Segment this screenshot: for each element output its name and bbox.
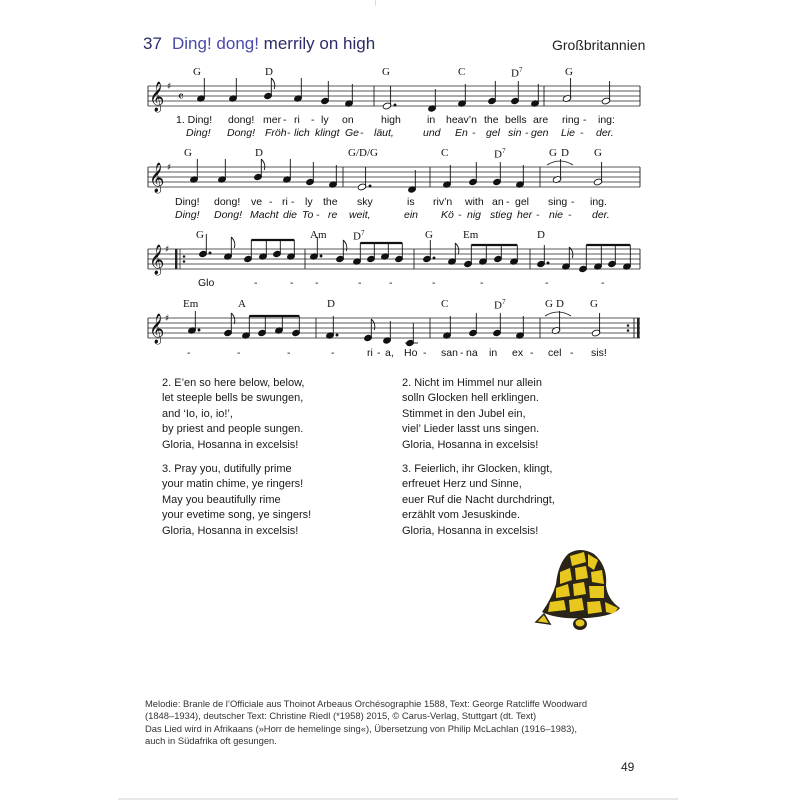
footnote-line: Melodie: Branle de l’Officiale aus Thoinot Arbeaus Orchésographie 1588, Text: George Ratcliffe Woodward [145,698,588,709]
lyric: with [465,196,484,208]
lyric: is [407,196,415,208]
svg-text:♯: ♯ [165,245,170,255]
chord: G [193,66,201,78]
lyric: - [601,277,605,289]
lyric: - [545,277,549,289]
lyric: ing: [598,114,615,126]
lyric: - [237,347,241,359]
lyric: - [506,196,510,208]
lyric: ing. [590,196,607,208]
lyric: bells [505,114,527,126]
lyric-de: Lie [561,127,576,139]
lyric-de: klingt [315,127,340,139]
lyric-de: - [580,127,584,139]
chord-root: D [494,148,502,161]
chord: C [441,147,449,159]
chord: D [556,298,564,310]
chord-ext: 7 [360,229,365,237]
lyric: - [583,114,587,126]
lyric-de: gen [531,127,549,139]
footnote [145,698,685,748]
lyric-de: läut, [374,127,394,139]
chord-ext: 7 [518,66,523,74]
lyric: - [432,277,436,289]
lyric: - [331,347,335,359]
svg-text:𝄞: 𝄞 [149,245,165,275]
verse-en-3: 3. Pray you, dutifully prime your matin chime, ye ringers! May you beautifully rime your evetime song, ye singers! Gloria, Hosanna in excelsis! [162,463,312,537]
lyric: sky [357,196,373,208]
lyric: ri [294,114,300,126]
lyric-de: - [316,209,320,221]
lyric: - [570,347,574,359]
lyric: - [389,277,393,289]
chord: D [537,229,545,241]
song-title-colored: Ding! dong! [172,34,259,53]
lyric-de: To [302,209,314,221]
lyric-de: - [360,127,364,139]
tie-arc [543,309,573,317]
lyric-de: En [455,127,468,139]
chord: G [196,229,204,241]
lyric: sing [548,196,568,208]
chord: G [425,229,433,241]
lyric-de: und [423,127,441,139]
lyric-de: Fröh [265,127,287,139]
footnote-line: Das Lied wird in Afrikaans (»Horr de hemelinge sing«), Übersetzung von Philip McLachlan (1916–1983), [145,722,578,734]
lyric: - [530,347,534,359]
lyric-de: re [328,209,338,221]
song-title-plain: merrily on high [258,34,376,53]
lyric-de: - [525,127,529,139]
lyric-de: gel [486,127,501,139]
lyric-de: Ding! [175,209,200,221]
chord: D [255,147,263,159]
lyric-de: Ge [345,127,360,139]
lyric: - [187,347,191,359]
lyric-de: - [536,209,540,221]
chord: G [549,147,557,159]
lyric-de: - [472,127,476,139]
chord: Am [310,229,327,241]
chord: Em [463,229,479,241]
chord: G [545,298,553,310]
chord: G/D/G [348,147,378,159]
tie-arc [545,158,575,166]
lyric: - [423,347,427,359]
chord: D [561,147,569,159]
lyric: ex [512,347,524,359]
lyric: in [427,114,436,126]
footnote-line: (1848–1934), deutscher Text: Christine Riedl (*1958) 2015, © Carus-Verlag, Stuttgart (dt. Text) [145,710,537,722]
lyric: - [315,277,319,289]
notes-system-2 [190,159,603,193]
lyric: the [484,114,499,126]
chord: D [327,298,335,310]
lyric: Glo [198,277,215,289]
chord: A [238,298,246,310]
notes-system-3 [199,234,632,273]
lyric: - [291,196,295,208]
verse-de-3: 3. Feierlich, ihr Glocken, klingt, erfreuet Herz und Sinne, euer Ruf die Nacht durchdringt, erzählt vom Jesuskinde. Gloria, Hosanna in excelsis! [402,463,555,537]
lyric-de: weit, [349,209,371,221]
lyric-de: - [458,209,462,221]
lyric: - [358,277,362,289]
lyric-de: Kö [441,209,454,221]
lyric: - [269,196,273,208]
song-number: 37 [143,34,162,53]
lyric: 1. Ding! [176,114,213,126]
lyric: high [381,114,401,126]
lyric-de: - [568,209,572,221]
chord-ext: 7 [501,298,506,306]
chord-d7 [494,298,505,312]
lyric: gel [515,196,530,208]
svg-text:𝄞: 𝄞 [149,314,165,344]
music-score [0,0,800,380]
lyric-de: Dong! [214,209,243,221]
chord-root: D [494,299,502,312]
verse-de-2: 2. Nicht im Himmel nur allein solln Glocken hell erklingen. Stimmet in den Jubel ein, viel’ Lieder lasst uns singen. Gloria, Hosanna in excelsis! [402,377,542,451]
lyric-de: der. [596,127,614,139]
notes-system-1 [197,78,611,112]
lyric: mer [263,114,282,126]
treble-clef-icon [149,81,164,345]
lyric: the [323,196,338,208]
svg-text:𝄞: 𝄞 [149,82,165,112]
lyric: heav’n [446,114,477,126]
lyric: ring [562,114,580,126]
lyric: - [290,277,294,289]
chord: G [565,66,573,78]
chord: G [590,298,598,310]
lyric: - [571,196,575,208]
lyric: - [377,347,381,359]
lyric: ve [251,196,263,208]
lyric: san [441,347,458,359]
lyric-de: nie [549,209,564,221]
lyric: dong! [228,114,255,126]
lyric: - [480,277,484,289]
lyric: dong! [214,196,241,208]
chord: Em [183,298,199,310]
chord-d7 [353,229,364,243]
chord: C [458,66,466,78]
lyric-de: lich [294,127,310,139]
svg-text:♯: ♯ [165,314,170,324]
lyric: na [466,347,478,359]
lyric: in [489,347,498,359]
lyric-de: der. [592,209,610,221]
lyric-de: stieg [490,209,513,221]
svg-text:♯: ♯ [167,163,172,173]
chord-ext: 7 [501,147,506,155]
lyric: an [492,196,504,208]
lyric-de: Ding! [186,127,211,139]
lyric-de: Macht [250,209,279,221]
bell-illustration-icon [528,546,624,634]
lyric-de: sin [508,127,522,139]
lyric: - [283,114,287,126]
lyric: riv’n [433,196,453,208]
lyric: Ding! [175,196,200,208]
song-origin: Großbritannien [552,37,646,53]
chord-root: D [353,230,361,243]
lyric-de: ein [404,209,419,221]
lyric-de: - [287,127,291,139]
lyric: - [254,277,258,289]
page-number: 49 [621,760,635,774]
time-signature-common: 𝄴 [178,90,184,105]
lyric: sis! [591,347,607,359]
lyric: - [311,114,315,126]
lyric-de: nig [467,209,482,221]
lyric: on [342,114,354,126]
lyric-de: die [283,209,298,221]
chord: D [265,66,273,78]
chord: G [184,147,192,159]
chord-d7 [494,147,505,161]
lyric: - [287,347,291,359]
lyric: ri [282,196,288,208]
notes-system-4 [188,311,601,347]
svg-text:♯: ♯ [167,82,172,92]
chord: C [441,298,449,310]
lyric: ly [321,114,329,126]
lyric: - [460,347,464,359]
svg-text:𝄞: 𝄞 [149,163,165,193]
verse-en-2: 2. E’en so here below, below, let steeple bells be swungen, and ‘Io, io, io!’, by priest and people sungen. Gloria, Hosanna in excelsis! [162,377,305,451]
lyric-de: Dong! [227,127,256,139]
lyric: a, [385,347,394,359]
chord-root: D [511,67,519,80]
chord: G [382,66,390,78]
lyric: Ho [404,347,418,359]
key-signature-sharp [165,82,171,324]
lyric-de: her [517,209,533,221]
lyric: cel [548,347,562,359]
chord-d7 [511,66,522,80]
lyric: ri [367,347,373,359]
lyric: are [533,114,549,126]
lyric: ly [305,196,313,208]
footnote-line: auch in Südafrika oft gesungen. [145,735,277,747]
chord: G [594,147,602,159]
